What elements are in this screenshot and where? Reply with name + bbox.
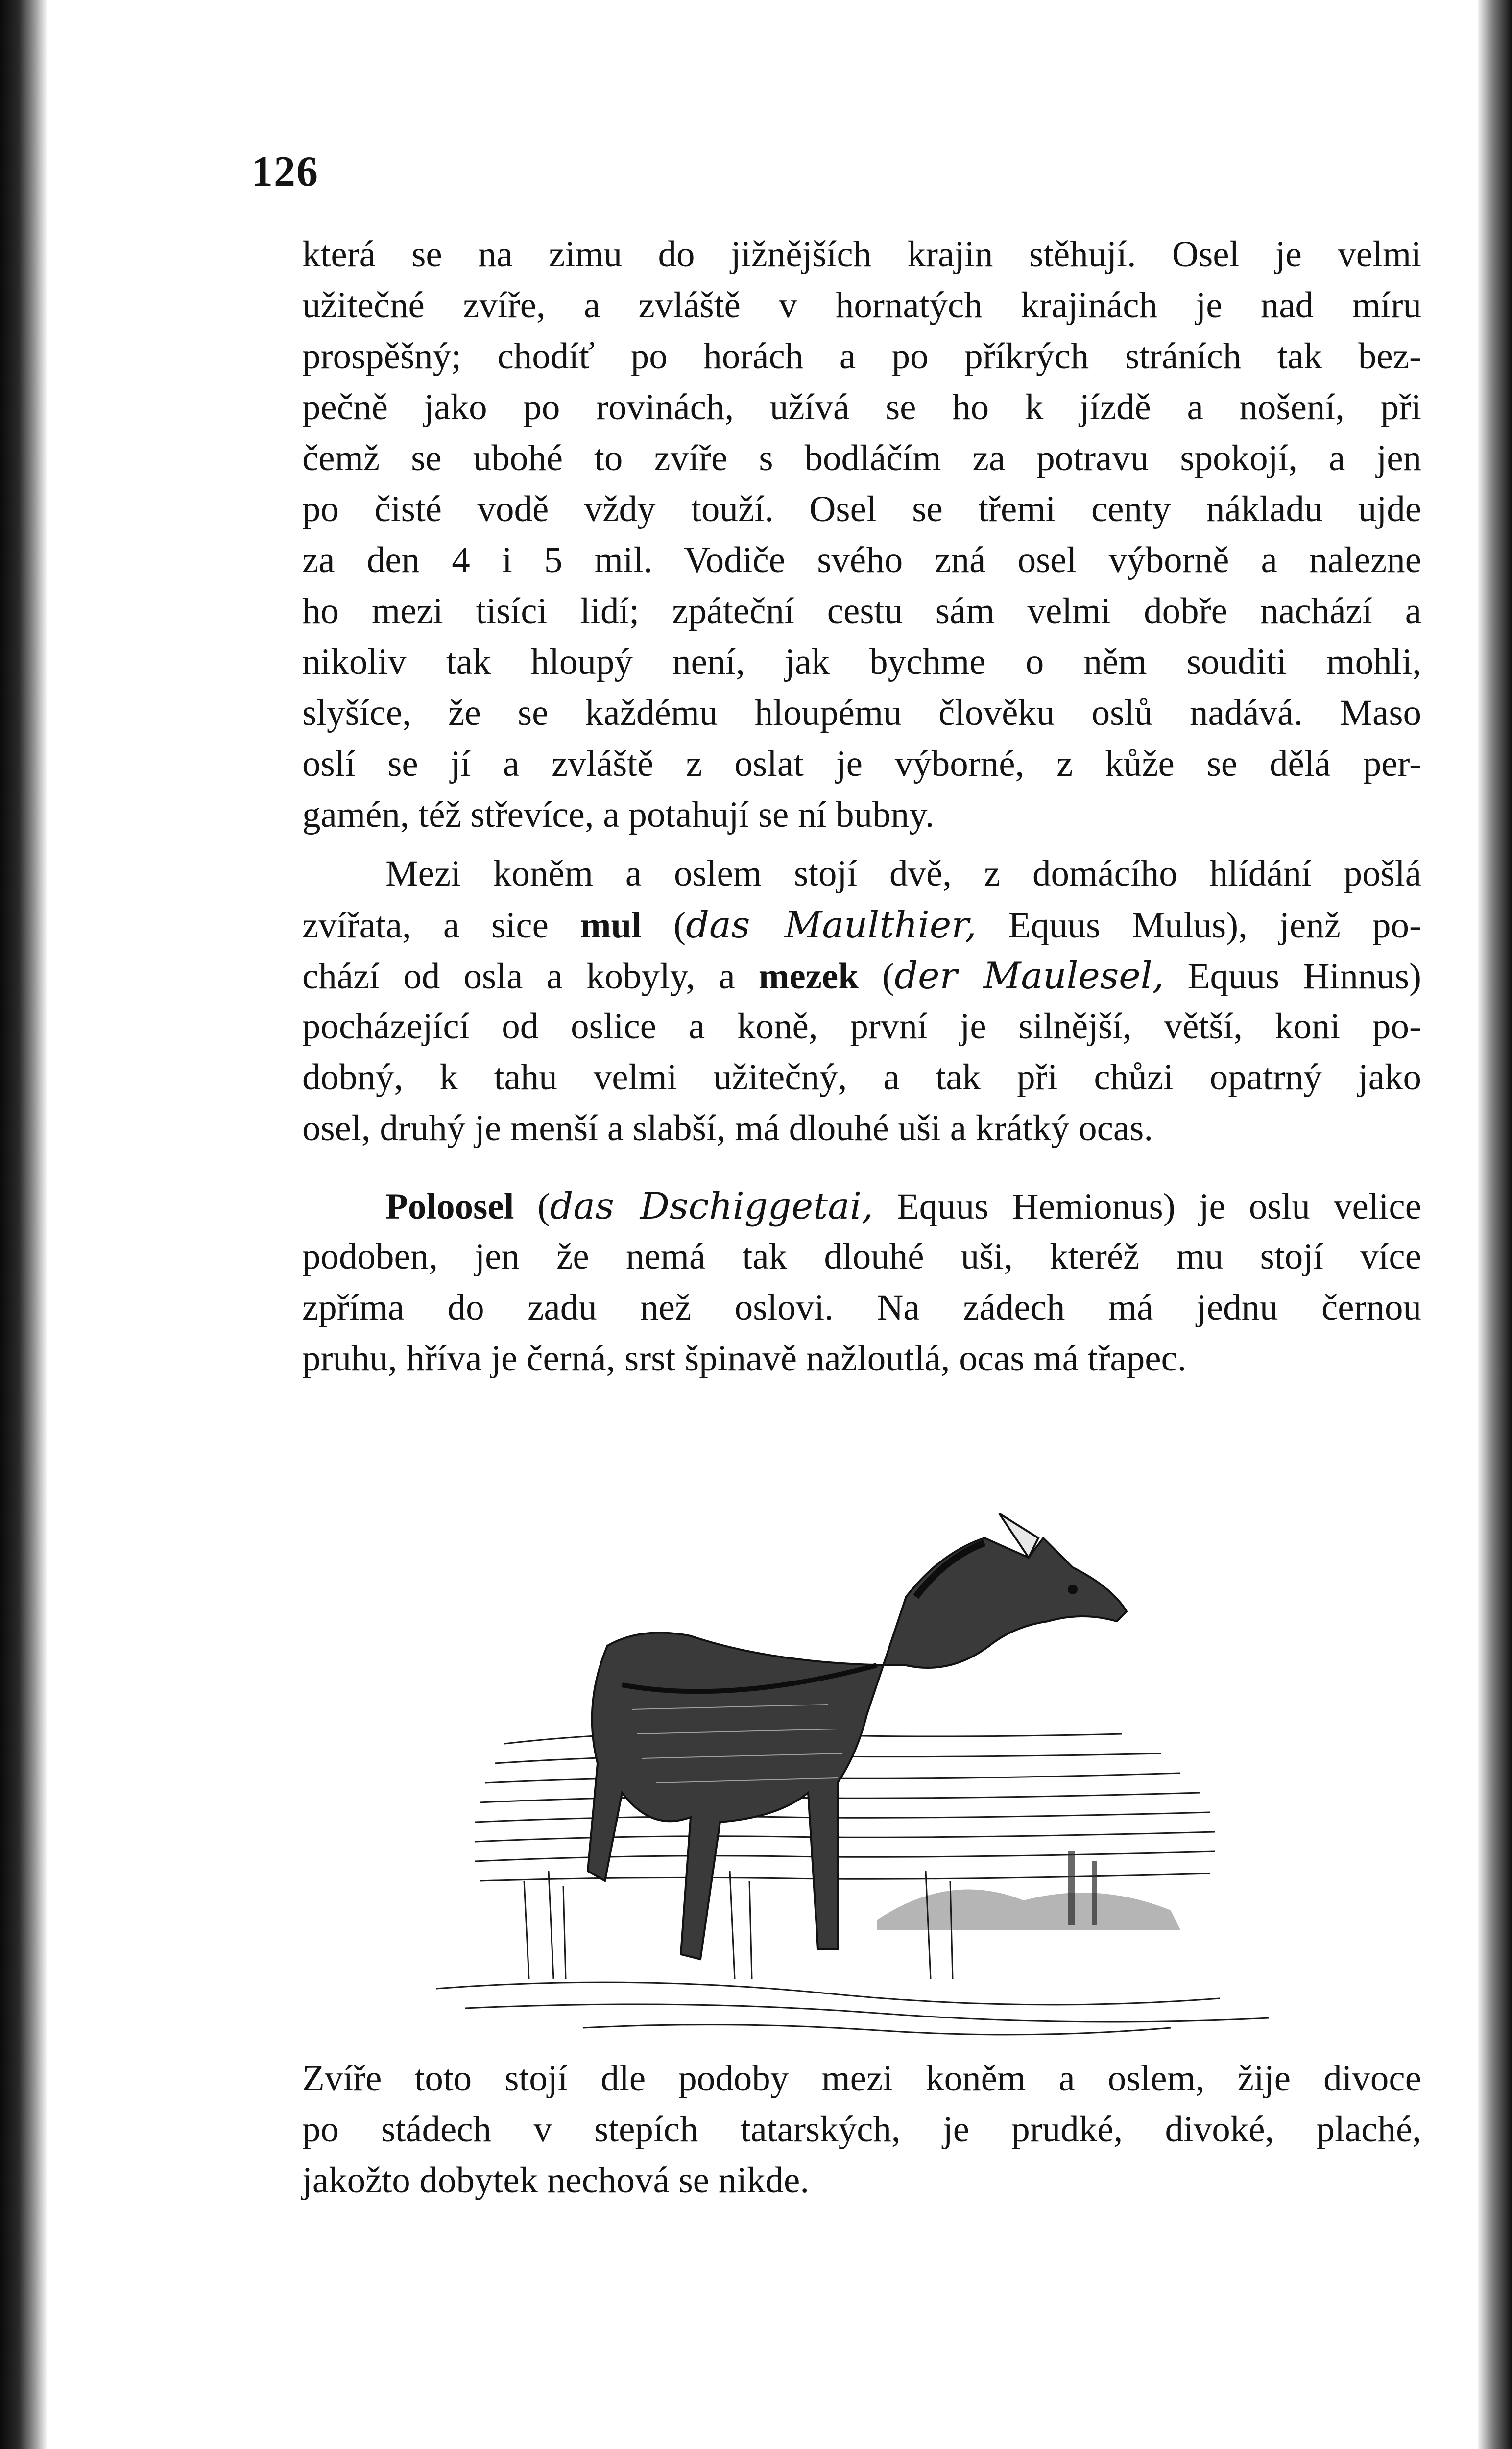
text-line: po čisté vodě vždy touží. Osel se třemi centy nákladu ujde <box>302 489 1421 529</box>
text-line: Zvíře toto stojí dle podoby mezi koněm a oslem, žije divoce <box>302 2058 1421 2099</box>
onager-figure <box>588 1513 1127 1959</box>
onager-illustration <box>436 1391 1298 2062</box>
text-line: nikoliv tak hloupý není, jak bychme o něm souditi mohli, <box>302 642 1421 682</box>
text-line: jakožto dobytek nechová se nikde. <box>302 2160 810 2201</box>
text-line: po stádech v stepích tatarských, je prudké, divoké, plaché, <box>302 2109 1421 2150</box>
text-line: která se na zimu do jižnějších krajin stěhují. Osel je velmi <box>302 234 1421 275</box>
text-line <box>302 899 1421 950</box>
text-run: ( <box>642 905 686 946</box>
term-mezek: mezek <box>758 956 859 997</box>
text-line: pečně jako po rovinách, užívá se ho k jízdě a nošení, při <box>302 387 1421 428</box>
text-run: Equus Hemionus) je oslu velice <box>873 1186 1421 1227</box>
scan-edge-left <box>0 0 47 2449</box>
paragraph-habitat <box>302 2053 1421 2206</box>
german-term: der Maulesel, <box>894 954 1164 997</box>
text-line: gamén, též střevíce, a potahují se ní bubny. <box>302 794 935 835</box>
text-run: ( <box>858 956 895 997</box>
text-line <box>302 950 1421 1001</box>
german-term: das Maulthier, <box>686 903 977 946</box>
page-number: 126 <box>251 148 319 195</box>
text-run: chází od osla a kobyly, a <box>302 956 759 997</box>
paragraph-mule <box>302 848 1421 1154</box>
text-line: čemž se ubohé to zvíře s bodláčím za potravu spokojí, a jen <box>302 438 1421 479</box>
paragraph-poloosel <box>302 1180 1421 1384</box>
text-run: Equus Mulus), jenž po- <box>976 905 1421 946</box>
paragraph-donkey <box>302 229 1421 840</box>
text-line: za den 4 i 5 mil. Vodiče svého zná osel výborně a nalezne <box>302 540 1421 580</box>
text-run: Equus Hinnus) <box>1164 956 1421 997</box>
text-line <box>302 1180 1421 1231</box>
heading-poloosel: Poloosel <box>385 1186 514 1227</box>
text-line: ho mezi tisíci lidí; zpáteční cestu sám velmi dobře nachází a <box>302 591 1421 631</box>
text-line: pocházející od oslice a koně, první je silnější, větší, koni po- <box>302 1006 1421 1047</box>
text-line: Mezi koněm a oslem stojí dvě, z domácího hlídání pošlá <box>385 853 1421 894</box>
text-line: osel, druhý je menší a slabší, má dlouhé uši a krátký ocas. <box>302 1108 1153 1149</box>
distant-hills <box>877 1851 1180 1930</box>
text-line: podoben, jen že nemá tak dlouhé uši, kteréž mu stojí více <box>302 1236 1421 1277</box>
text-line: slyšíce, že se každému hloupému člověku oslů nadává. Maso <box>302 693 1421 733</box>
text-run: zvířata, a sice <box>302 905 581 946</box>
text-line: prospěšný; chodíť po horách a po příkrých stráních tak bez- <box>302 336 1421 377</box>
scan-edge-right <box>1478 0 1512 2449</box>
book-page <box>47 0 1478 2449</box>
ground-grass <box>436 1871 1269 2035</box>
text-line: dobný, k tahu velmi užitečný, a tak při chůzi opatrný jako <box>302 1057 1421 1098</box>
german-term: das Dschiggetai, <box>550 1184 873 1227</box>
term-mul: mul <box>580 905 642 946</box>
text-line: oslí se jí a zvláště z oslat je výborné, z kůže se dělá per- <box>302 744 1421 784</box>
text-line: pruhu, hříva je černá, srst špinavě nažloutlá, ocas má třapec. <box>302 1338 1187 1379</box>
text-run: ( <box>514 1186 550 1227</box>
text-line: užitečné zvíře, a zvláště v hornatých krajinách je nad míru <box>302 285 1421 326</box>
text-line: zpříma do zadu než oslovi. Na zádech má jednu černou <box>302 1287 1421 1328</box>
